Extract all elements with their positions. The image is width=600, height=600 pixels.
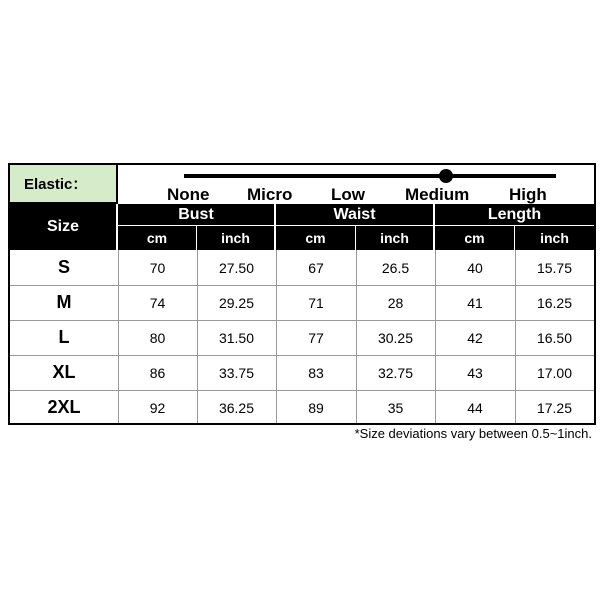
table-cell: 70: [149, 259, 166, 276]
elastic-level: Micro: [247, 185, 293, 204]
table-cell: 15.75: [536, 259, 573, 276]
table-cell: 41: [467, 294, 483, 311]
unit-header: cm: [276, 226, 356, 250]
table-cell: 40: [467, 259, 483, 276]
table-cell: 17.00: [536, 364, 573, 381]
elastic-selected-marker: [439, 169, 453, 183]
table-cell: 32.75: [377, 364, 414, 381]
elastic-level: Low: [331, 185, 365, 204]
elastic-level: None: [167, 185, 210, 204]
table-cell: 77: [308, 329, 324, 346]
unit-header: cm: [435, 226, 515, 250]
table-cell: 89: [308, 399, 324, 416]
size-chart: [8, 163, 596, 425]
size-cell: S: [57, 257, 70, 277]
table-cell: 28: [387, 294, 404, 311]
unit-header: inch: [197, 226, 276, 250]
table-cell: 71: [308, 294, 324, 311]
waist-header: Waist: [276, 204, 435, 226]
elastic-label: Elastic：: [10, 165, 118, 204]
table-cell: 29.25: [218, 294, 255, 311]
length-header: Length: [435, 204, 594, 226]
table-cell: 86: [149, 364, 166, 381]
elastic-level: High: [509, 185, 547, 204]
unit-header: cm: [118, 226, 197, 250]
unit-header: inch: [356, 226, 435, 250]
elastic-level: Medium: [405, 185, 470, 204]
size-note: *Size deviations vary between 0.5~1inch.: [354, 426, 592, 441]
table-cell: 83: [308, 364, 324, 381]
table-cell: 16.50: [536, 329, 573, 346]
table-cell: 43: [467, 364, 483, 381]
table-cell: 33.75: [218, 364, 255, 381]
table-cell: 36.25: [218, 399, 255, 416]
table-cell: 31.50: [218, 329, 255, 346]
table-cell: 35: [387, 399, 404, 416]
table-cell: 80: [149, 329, 166, 346]
table-cell: 27.50: [218, 259, 255, 276]
table-cell: 92: [149, 399, 166, 416]
size-header: Size: [10, 204, 118, 250]
size-cell: M: [56, 292, 72, 312]
size-cell: 2XL: [47, 397, 81, 417]
table-cell: 30.25: [377, 329, 414, 346]
table-cell: 16.25: [536, 294, 573, 311]
size-cell: XL: [52, 362, 76, 382]
table-cell: 74: [149, 294, 166, 311]
elastic-scale-line: [184, 174, 556, 178]
unit-header: inch: [515, 226, 594, 250]
table-cell: 26.5: [381, 259, 410, 276]
bust-header: Bust: [118, 204, 276, 226]
table-cell: 67: [308, 259, 324, 276]
table-cell: 17.25: [536, 399, 573, 416]
table-cell: 44: [467, 399, 483, 416]
table-cell: 42: [467, 329, 483, 346]
size-cell: L: [58, 327, 70, 347]
